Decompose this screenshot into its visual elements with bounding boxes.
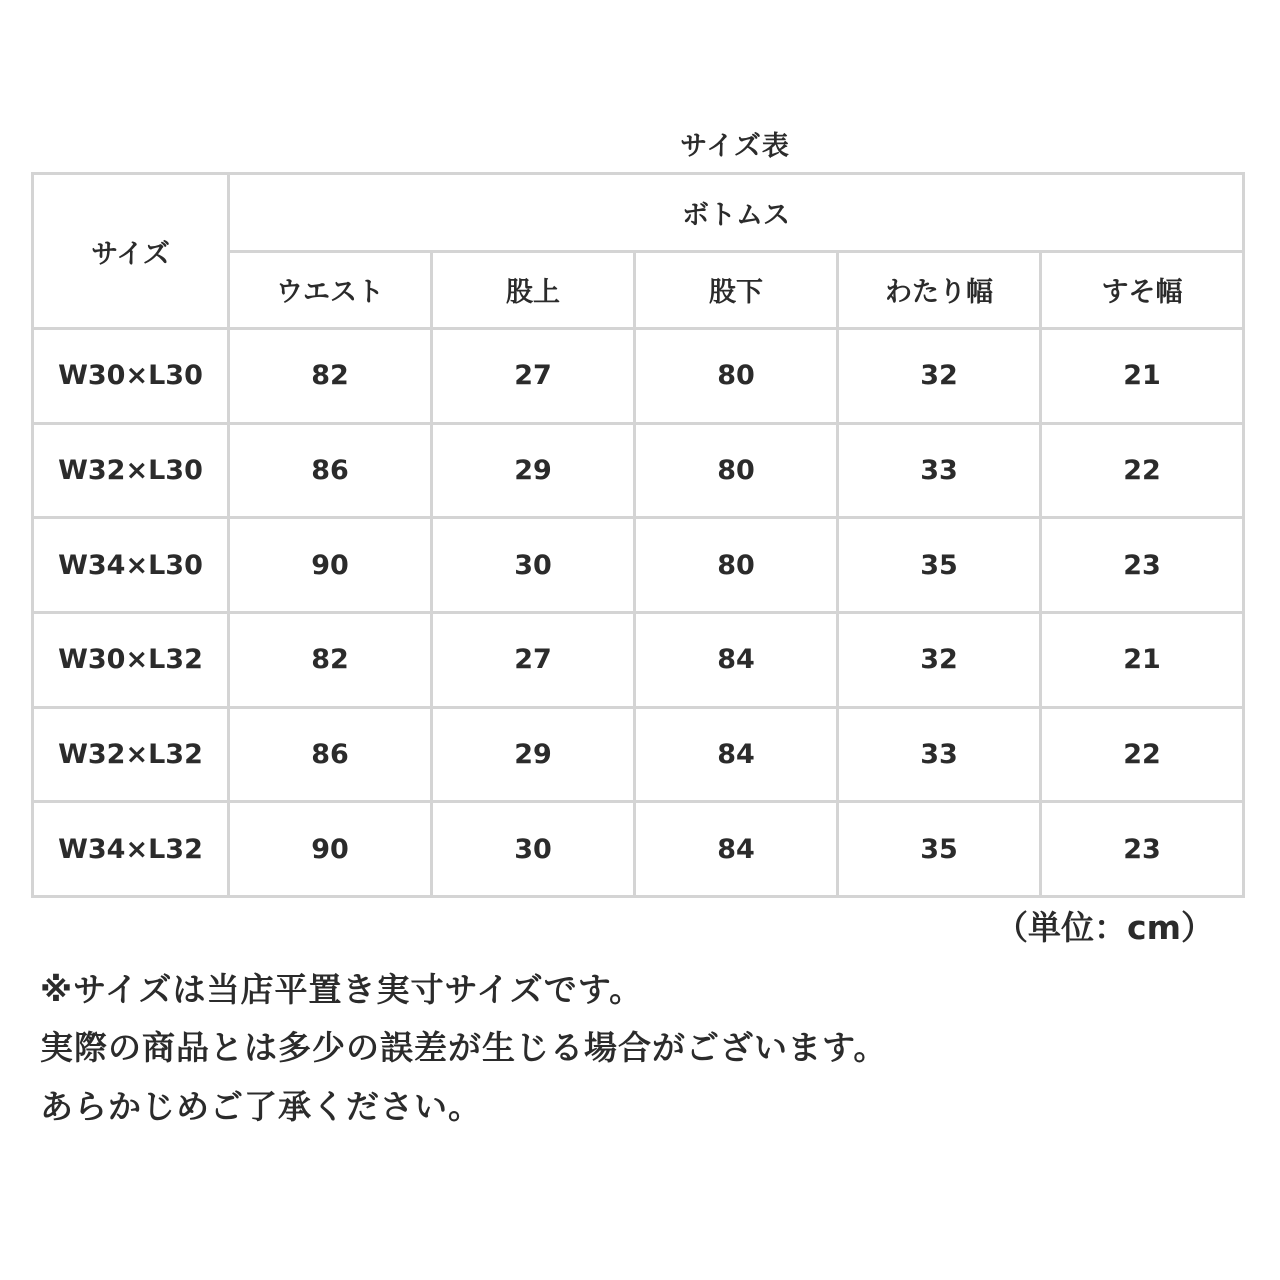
- value-cell: 21: [1041, 612, 1244, 707]
- size-cell: W30×L32: [33, 612, 229, 707]
- value-cell: 23: [1041, 518, 1244, 613]
- value-cell: 84: [635, 802, 838, 897]
- size-cell: W32×L30: [33, 423, 229, 518]
- note-line-2: 実際の商品とは多少の誤差が生じる場合がございます。: [40, 1028, 888, 1067]
- size-cell: W34×L32: [33, 802, 229, 897]
- value-cell: 32: [838, 329, 1041, 424]
- value-cell: 84: [635, 612, 838, 707]
- value-cell: 35: [838, 518, 1041, 613]
- size-header-cell: サイズ: [33, 174, 229, 329]
- size-cell: W32×L32: [33, 707, 229, 802]
- value-cell: 29: [432, 423, 635, 518]
- size-cell: W30×L30: [33, 329, 229, 424]
- column-header-thigh: わたり幅: [838, 251, 1041, 329]
- table-row: [33, 329, 1244, 424]
- value-cell: 84: [635, 707, 838, 802]
- value-cell: 82: [229, 329, 432, 424]
- bottoms-header-cell: ボトムス: [229, 174, 1244, 252]
- column-header-waist: ウエスト: [229, 251, 432, 329]
- table-title: サイズ表: [680, 131, 790, 162]
- table-row: [33, 423, 1244, 518]
- value-cell: 86: [229, 707, 432, 802]
- value-cell: 23: [1041, 802, 1244, 897]
- table-row: [33, 707, 1244, 802]
- value-cell: 90: [229, 802, 432, 897]
- unit-label: （単位：cm）: [995, 908, 1214, 947]
- size-cell: W34×L30: [33, 518, 229, 613]
- value-cell: 33: [838, 707, 1041, 802]
- value-cell: 27: [432, 612, 635, 707]
- note-line-3: あらかじめご了承ください。: [40, 1087, 482, 1126]
- table-row: [33, 802, 1244, 897]
- table-row: [33, 518, 1244, 613]
- value-cell: 33: [838, 423, 1041, 518]
- size-table: [31, 172, 1245, 898]
- value-cell: 22: [1041, 707, 1244, 802]
- value-cell: 22: [1041, 423, 1244, 518]
- value-cell: 32: [838, 612, 1041, 707]
- value-cell: 30: [432, 518, 635, 613]
- column-header-inseam: 股下: [635, 251, 838, 329]
- column-header-rise: 股上: [432, 251, 635, 329]
- value-cell: 80: [635, 329, 838, 424]
- value-cell: 80: [635, 518, 838, 613]
- value-cell: 80: [635, 423, 838, 518]
- value-cell: 30: [432, 802, 635, 897]
- column-header-hem: すそ幅: [1041, 251, 1244, 329]
- note-line-1: ※サイズは当店平置き実寸サイズです。: [40, 970, 644, 1009]
- table-row: [33, 612, 1244, 707]
- value-cell: 90: [229, 518, 432, 613]
- value-cell: 27: [432, 329, 635, 424]
- value-cell: 82: [229, 612, 432, 707]
- value-cell: 86: [229, 423, 432, 518]
- value-cell: 21: [1041, 329, 1244, 424]
- value-cell: 29: [432, 707, 635, 802]
- value-cell: 35: [838, 802, 1041, 897]
